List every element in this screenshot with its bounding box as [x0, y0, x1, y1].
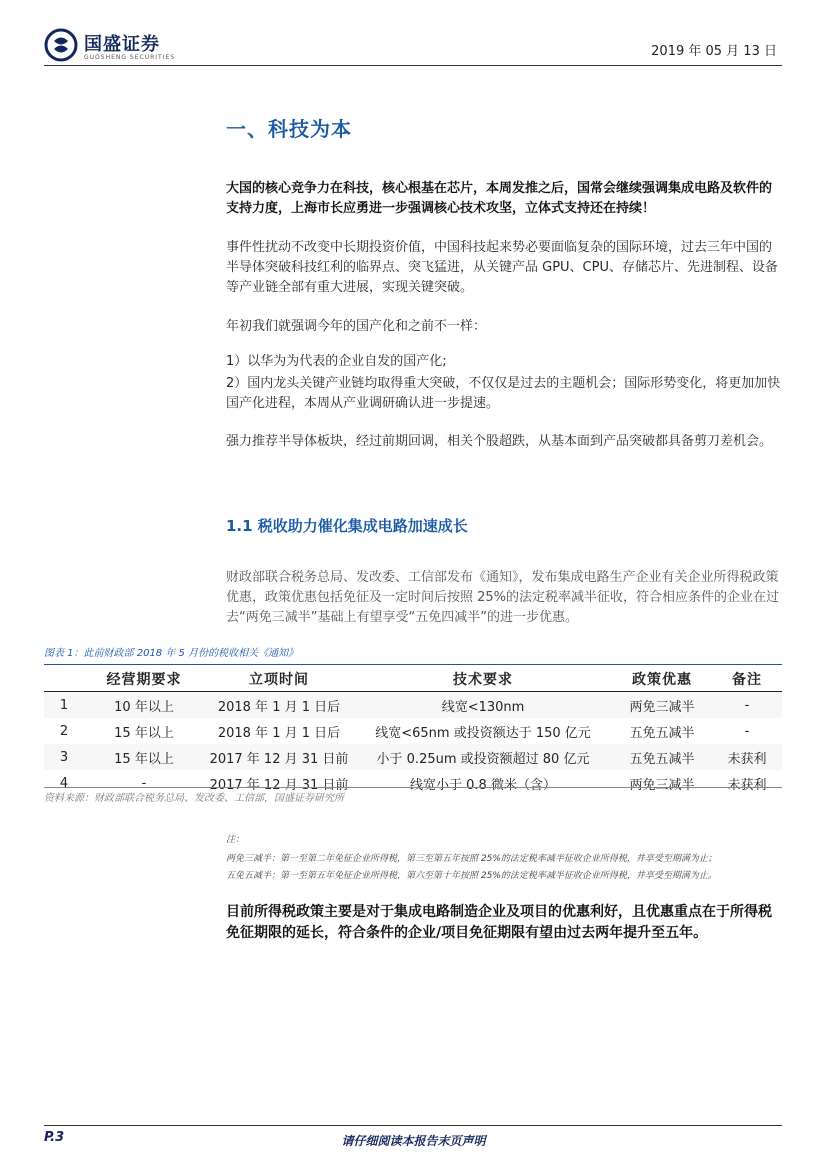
table-cell: 两免三减半 — [612, 692, 712, 719]
table-cell: - — [712, 692, 782, 719]
logo-name: 国盛证券 — [84, 34, 160, 55]
table-cell: 五免五减半 — [629, 725, 695, 741]
table-row — [44, 718, 782, 744]
table-cell: 五免五减半 — [612, 744, 712, 770]
table-cell: 2017 年 12 月 31 日前 — [209, 777, 349, 793]
table-cell: 15 年以上 — [84, 744, 204, 770]
table-cell: 未获利 — [712, 744, 782, 770]
table-cell: 2017 年 12 月 31 日前 — [204, 744, 354, 770]
column-header: 技术要求 — [354, 667, 612, 692]
table-cell: 线宽<130nm — [354, 692, 612, 719]
table-source: 资料来源：财政部联合税务总局、发改委、工信部，国盛证券研究所 — [44, 793, 344, 804]
table-header-row — [44, 667, 782, 692]
footer-disclaimer: 请仔细阅读本报告末页声明 — [341, 1134, 486, 1148]
company-logo — [44, 26, 204, 66]
table-cell: 1 — [44, 692, 84, 719]
table-cell: 3 — [44, 744, 84, 770]
table-cell: - — [744, 723, 750, 739]
table-cell: 小于 0.25um 或投资额超过 80 亿元 — [354, 744, 612, 770]
section-title: 一、科技为本 — [226, 117, 352, 141]
logo-icon — [44, 28, 78, 62]
report-date: 2019 年 05 月 13 日 — [651, 44, 777, 59]
list-item: 1）以华为为代表的企业自发的国产化; — [226, 354, 447, 369]
table-cell: 未获利 — [727, 777, 767, 793]
column-header: 备注 — [712, 667, 782, 692]
logo-subtitle: GUOSHENG SECURITIES — [84, 54, 176, 61]
note-label: 注： — [226, 835, 245, 845]
column-header — [44, 667, 84, 692]
table-caption: 图表 1：此前财政部 2018 年 5 月份的税收相关《通知》 — [44, 648, 299, 659]
note-line: 五免五减半：第一至第五年免征企业所得税，第六至第十年按照 25%的法定税率减半征收企业所得税，并享受至期满为止。 — [226, 871, 717, 881]
column-header: 政策优惠 — [612, 667, 712, 692]
table-cell: 10 年以上 — [84, 692, 204, 719]
table-cell: 2 — [59, 723, 69, 739]
column-header: 立项时间 — [204, 667, 354, 692]
paragraph: 年初我们就强调今年的国产化和之前不一样： — [226, 319, 487, 334]
page-number: P.3 — [44, 1130, 65, 1145]
policy-table — [44, 667, 782, 796]
table-cell: - — [141, 775, 147, 791]
table-cell: 线宽小于 0.8 微米（含） — [410, 777, 556, 793]
lead-paragraph: 大国的核心竞争力在科技，核心根基在芯片，本周发推之后，国常会继续强调集成电路及软件的支持力度，上海市长应勇进一步强调核心技术攻坚，立体式支持还在持续！ — [226, 181, 773, 216]
table-cell: 4 — [59, 775, 69, 791]
conclusion-paragraph: 目前所得税政策主要是对于集成电路制造企业及项目的优惠利好，且优惠重点在于所得税免征期限的延长，符合条件的企业/项目免征期限有望由过去两年提升至五年。 — [226, 904, 772, 941]
table-top-rule — [44, 664, 782, 665]
footer-divider — [44, 1125, 782, 1126]
table-row — [44, 744, 782, 770]
table-cell: 两免三减半 — [629, 777, 695, 793]
table-cell: 2018 年 1 月 1 日后 — [204, 692, 354, 719]
table-cell: 线宽<65nm 或投资额达于 150 亿元 — [375, 725, 591, 741]
table-bottom-rule — [44, 787, 782, 788]
table-cell: 15 年以上 — [114, 725, 174, 741]
paragraph: 财政部联合税务总局、发改委、工信部发布《通知》，发布集成电路生产企业有关企业所得税政策优惠，政策优惠包括免征及一定时间后按照 25%的法定税率减半征收，符合相应条件的企业在过去“两免三减半”基础上有望享受“五免四减半”的进一步优惠。 — [226, 570, 780, 625]
list-item: 2）国内龙头关键产业链均取得重大突破，不仅仅是过去的主题机会；国际形势变化，将更加加快国产化进程，本周从产业调研确认进一步提速。 — [226, 376, 781, 411]
subsection-title: 1.1 税收助力催化集成电路加速成长 — [226, 517, 468, 535]
note-line: 两免三减半：第一至第二年免征企业所得税，第三至第五年按照 25%的法定税率减半征收企业所得税，并享受至期满为止； — [226, 854, 717, 864]
header-divider — [44, 65, 782, 66]
column-header: 经营期要求 — [84, 667, 204, 692]
table-row — [44, 692, 782, 719]
paragraph: 事件性扰动不改变中长期投资价值，中国科技起来势必要面临复杂的国际环境，过去三年中国的半导体突破科技红利的临界点、突飞猛进，从关键产品 GPU、CPU、存储芯片、先进制程、设备等产业链全部有重大进展，实现关键突破。 — [226, 240, 778, 295]
paragraph: 强力推荐半导体板块，经过前期回调，相关个股超跌，从基本面到产品突破都具备剪刀差机会。 — [226, 434, 773, 449]
table-cell: 2018 年 1 月 1 日后 — [217, 725, 341, 741]
